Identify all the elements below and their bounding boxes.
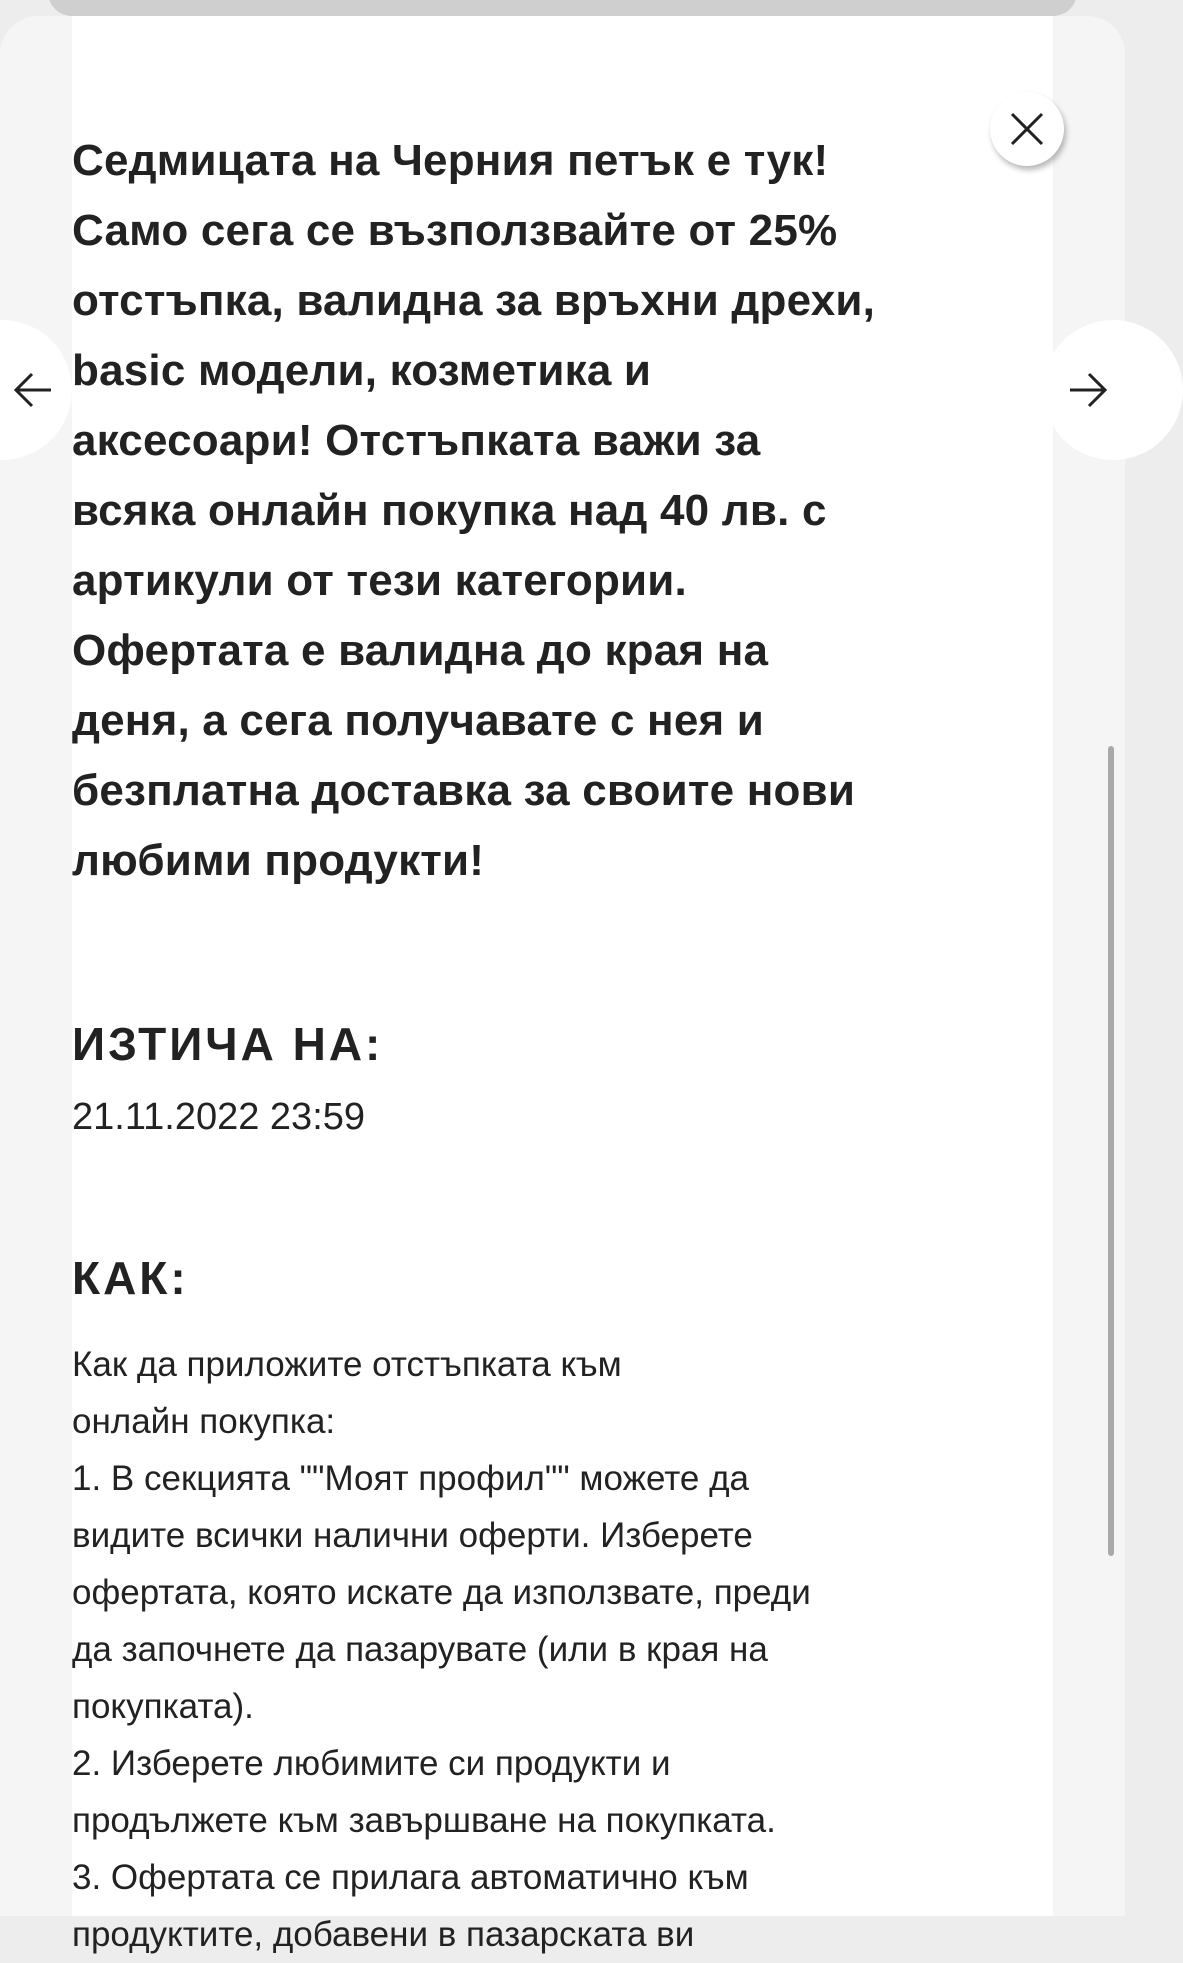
offer-content xyxy=(72,126,992,1963)
background-sheet-edge xyxy=(48,0,1077,16)
instruction-line: покупката). xyxy=(72,1687,254,1726)
next-offer-button[interactable] xyxy=(1043,320,1183,460)
how-instructions xyxy=(72,1336,992,1963)
offer-line: Офертата е валидна до края на xyxy=(72,626,769,675)
instruction-line: онлайн покупка: xyxy=(72,1402,336,1441)
how-heading: КАК: xyxy=(72,1252,189,1304)
expiry-heading: ИЗТИЧА НА: xyxy=(72,1018,384,1070)
arrow-right-icon xyxy=(1069,372,1107,408)
offer-modal-sheet xyxy=(0,16,1125,1954)
instruction-line: продуктите, добавени в пазарската ви xyxy=(72,1915,695,1954)
instruction-line: Как да приложите отстъпката към xyxy=(72,1345,622,1384)
offer-line: Седмицата на Черния петък е тук! xyxy=(72,136,829,185)
offer-line: деня, а сега получавате с нея и xyxy=(72,696,765,745)
offer-line: Само сега се възползвайте от 25% xyxy=(72,206,838,255)
offer-line: артикули от тези категории. xyxy=(72,556,687,605)
close-icon xyxy=(1009,111,1045,147)
close-button[interactable] xyxy=(990,92,1064,166)
scrollbar[interactable] xyxy=(1108,746,1114,1556)
offer-description xyxy=(72,126,992,896)
offer-line: безплатна доставка за своите нови xyxy=(72,766,856,815)
offer-line: отстъпка, валидна за връхни дрехи, xyxy=(72,276,876,325)
offer-line: basic модели, козметика и xyxy=(72,346,652,395)
instruction-line: да започнете да пазарувате (или в края на xyxy=(72,1630,768,1669)
instruction-line: 2. Изберете любимите си продукти и xyxy=(72,1744,671,1783)
offer-line: любими продукти! xyxy=(72,836,485,885)
offer-line: всяка онлайн покупка над 40 лв. с xyxy=(72,486,827,535)
arrow-left-icon xyxy=(14,372,52,408)
offer-line: аксесоари! Отстъпката важи за xyxy=(72,416,761,465)
expiry-date: 21.11.2022 23:59 xyxy=(72,1096,366,1138)
instruction-line: видите всички налични оферти. Изберете xyxy=(72,1516,753,1555)
instruction-line: 3. Офертата се прилага автоматично към xyxy=(72,1858,749,1897)
instruction-line: продължете към завършване на покупката. xyxy=(72,1801,776,1840)
instruction-line: 1. В секцията ""Моят профил"" можете да xyxy=(72,1459,749,1498)
instruction-line: офертата, която искате да използвате, преди xyxy=(72,1573,811,1612)
